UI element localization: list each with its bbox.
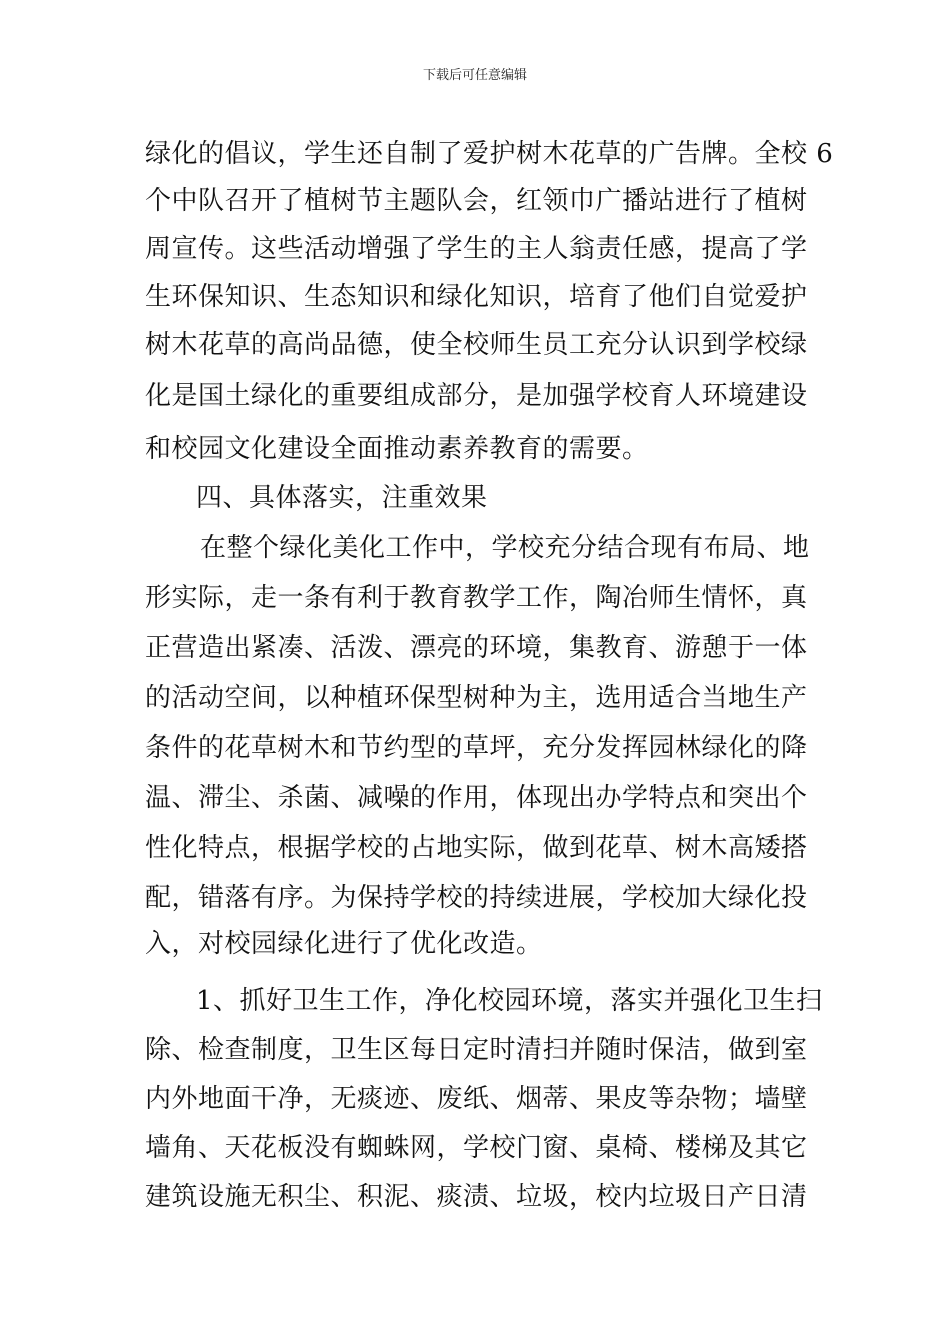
text-line: 个中队召开了植树节主题队会，红领巾广播站进行了植树 (145, 186, 808, 216)
text-line: 和校园文化建设全面推动素养教育的需要。 (145, 434, 649, 464)
text-line: 形实际，走一条有利于教育教学工作，陶冶师生情怀，真 (145, 583, 808, 613)
text-line: 入，对校园绿化进行了优化改造。 (145, 929, 543, 959)
text-line: 生环保知识、生态知识和绿化知识，培育了他们自觉爱护 (145, 282, 808, 312)
paragraph-first-line: 在整个绿化美化工作中，学校充分结合现有布局、地 (200, 533, 810, 563)
text-line: 树木花草的高尚品德，使全校师生员工充分认识到学校绿 (145, 330, 808, 360)
text-line: 正营造出紧凑、活泼、漂亮的环境，集教育、游憩于一体 (145, 633, 808, 663)
text-line: 性化特点，根据学校的占地实际，做到花草、树木高矮搭 (145, 833, 808, 863)
paragraph-first-line: 1、抓好卫生工作，净化校园环境，落实并强化卫生扫 (196, 986, 823, 1016)
page-header: 下载后可任意编辑 (422, 68, 527, 83)
text-line: 配，错落有序。为保持学校的持续进展，学校加大绿化投 (145, 883, 808, 913)
text-line: 建筑设施无积尘、积泥、痰渍、垃圾，校内垃圾日产日清 (145, 1182, 808, 1212)
text-line: 化是国土绿化的重要组成部分，是加强学校育人环境建设 (145, 381, 808, 411)
text-line: 周宣传。这些活动增强了学生的主人翁责任感，提高了学 (145, 234, 808, 264)
text-line: 墙角、天花板没有蜘蛛网，学校门窗、桌椅、楼梯及其它 (145, 1133, 808, 1163)
text-line: 条件的花草树木和节约型的草坪，充分发挥园林绿化的降 (145, 733, 808, 763)
text-line: 除、检查制度，卫生区每日定时清扫并随时保洁，做到室 (145, 1035, 808, 1065)
text-line: 内外地面干净，无痰迹、废纸、烟蒂、果皮等杂物；墙壁 (145, 1084, 808, 1114)
section-heading: 四、具体落实，注重效果 (196, 483, 488, 513)
text-line: 温、滞尘、杀菌、减噪的作用，体现出办学特点和突出个 (145, 783, 808, 813)
text-line: 的活动空间，以种植环保型树种为主，选用适合当地生产 (145, 683, 808, 713)
text-line: 绿化的倡议，学生还自制了爱护树木花草的广告牌。全校 6 (145, 139, 834, 169)
